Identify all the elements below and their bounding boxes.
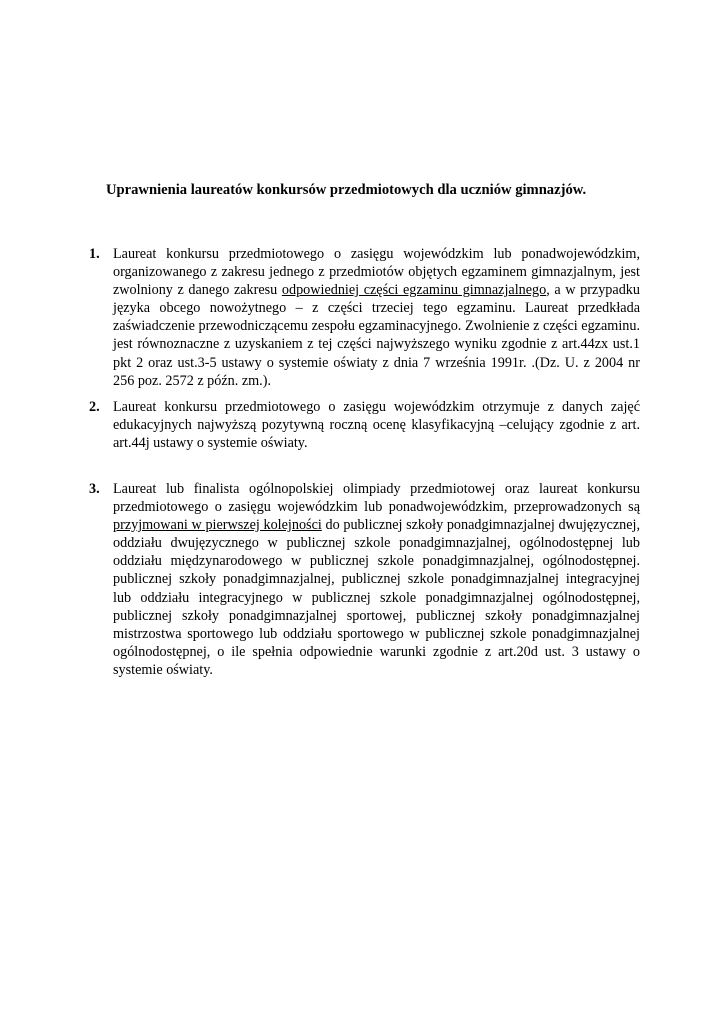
item-text-run: , a w przypadku języka obcego nowożytnego – z części trzeciej tego egzaminu. Laureat przedkłada zaświadczenie przewodniczącemu zespołu egzaminacyjnego. Zwolnienie z części egzaminu. jest równoznaczne z uzyskaniem z tej części najwyższego wyniku zgodnie z art.44zx ust.1 pkt 2 oraz ust.3-5 ustawy o systemie oświaty z dnia 7 września 1991r. .(Dz. U. z 2004 nr 256 poz. 2572 z późn. zm.). — [113, 282, 640, 389]
item-number: 3. — [89, 481, 100, 497]
item-text-run: Laureat konkursu przedmiotowego o zasięgu wojewódzkim otrzymuje z danych zajęć edukacyjnych najwyższą pozytywną roczną ocenę klasyfikacyjną –celujący zgodnie z art. art.44j ustawy o systemie oświaty. — [113, 399, 640, 452]
item-text — [113, 398, 640, 452]
underlined-phrase: odpowiedniej części egzaminu gimnazjalnego — [281, 282, 547, 299]
item-text-run: do publicznej szkoły ponadgimnazjalnej dwujęzycznej, oddziału dwujęzycznego w publicznej szkole ponadgimnazjalnej, ogólnodostępnej lub oddziału międzynarodowego w publicznej szkole ponadgimnazjalnej, ogólnodostępnej. publicznej szkoły ponadgimnazjalnej, publicznej szkole ponadgimnazjalnej integracyjnej lub oddziału integracyjnego w publicznej szkole ponadgimnazjalnej ogólnodostępnej, publicznej szkoły ponadgimnazjalnej sportowej, publicznej szkoły ponadgimnazjalnej mistrzostwa sportowego lub oddziału sportowego w publicznej szkole ponadgimnazjalnej ogólnodostępnej, o ile spełnia odpowiednie warunki zgodnie z art.20d ust. 3 ustawy o systemie oświaty. — [113, 517, 640, 678]
item-text — [113, 480, 640, 679]
document-title: Uprawnienia laureatów konkursów przedmiotowych dla uczniów gimnazjów. — [106, 182, 587, 198]
item-text — [113, 245, 640, 390]
underlined-phrase: przyjmowani w pierwszej kolejności — [113, 517, 322, 534]
item-number: 1. — [89, 246, 100, 262]
item-text-run: Laureat lub finalista ogólnopolskiej olimpiady przedmiotowej oraz laureat konkursu przedmiotowego o zasięgu wojewódzkim lub ponadwojewódzkim, przeprowadzonych są — [113, 481, 640, 516]
item-number: 2. — [89, 399, 100, 415]
item-text-run: Laureat konkursu przedmiotowego o zasięgu wojewódzkim lub ponadwojewódzkim, organizowanego z zakresu jednego z przedmiotów objętych egzaminem gimnazjalnym, jest zwolniony z danego zakresu — [113, 246, 640, 299]
